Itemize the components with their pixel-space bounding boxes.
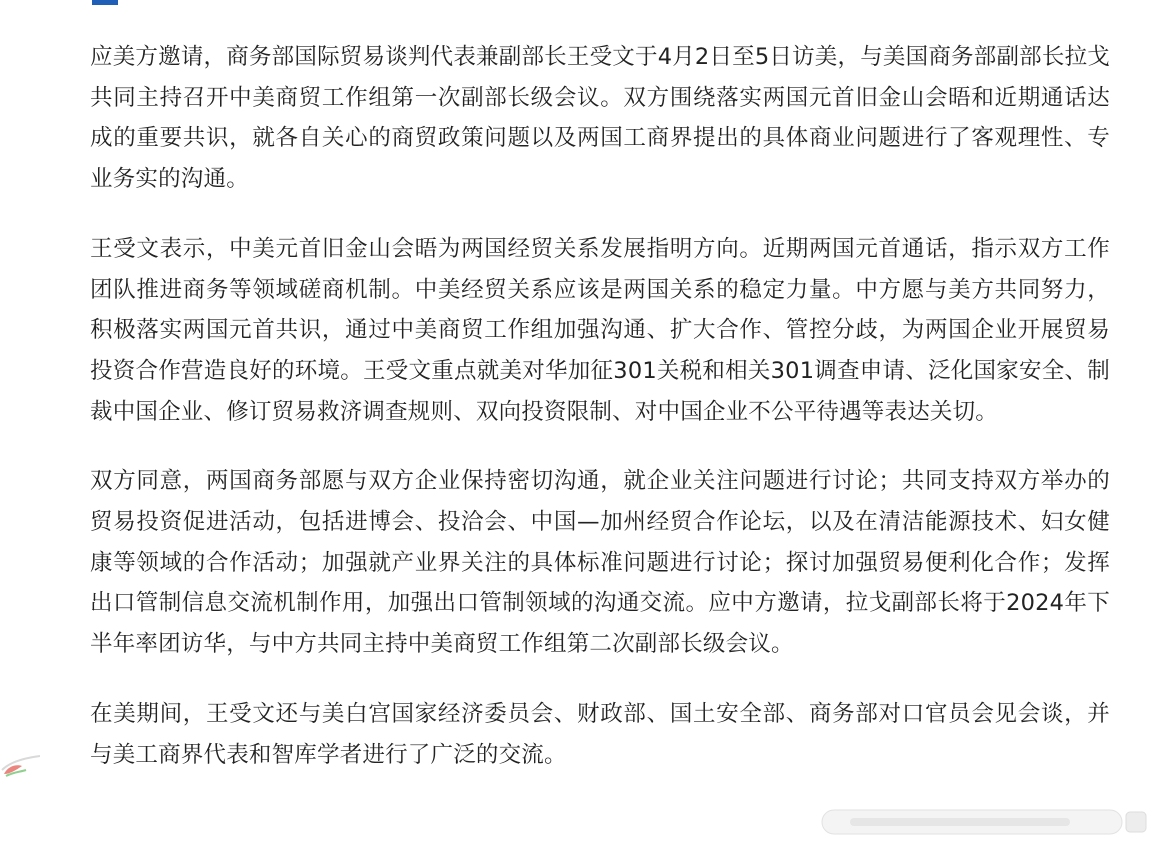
article-paragraph-4: 在美期间，王受文还与美白宫国家经济委员会、财政部、国土安全部、商务部对口官员会见会谈，并与美工商界代表和智库学者进行了广泛的交流。 (90, 700, 1110, 768)
article-body (90, 37, 1110, 804)
header-accent-bar (92, 0, 118, 5)
article-paragraph-2: 王受文表示，中美元首旧金山会晤为两国经贸关系发展指明方向。近期两国元首通话，指示双方工作团队推进商务等领域磋商机制。中美经贸关系应该是两国关系的稳定力量。中方愿与美方共同努力，积极落实两国元首共识，通过中美商贸工作组加强沟通、扩大合作、管控分歧，为两国企业开展贸易投资合作营造良好的环境。王受文重点就美对华加征301关税和相关301调查申请、泛化国家安全、制裁中国企业、修订贸易救济调查规则、双向投资限制、对中国企业不公平待遇等表达关切。 (90, 235, 1110, 425)
decorative-flourish-icon (0, 750, 44, 780)
watermark-icon (820, 806, 1150, 838)
article-paragraph-3: 双方同意，两国商务部愿与双方企业保持密切沟通，就企业关注问题进行讨论；共同支持双方举办的贸易投资促进活动，包括进博会、投洽会、中国—加州经贸合作论坛，以及在清洁能源技术、妇女健康等领域的合作活动；加强就产业界关注的具体标准问题进行讨论；探讨加强贸易便利化合作；发挥出口管制信息交流机制作用，加强出口管制领域的沟通交流。应中方邀请，拉戈副部长将于2024年下半年率团访华，与中方共同主持中美商贸工作组第二次副部长级会议。 (90, 468, 1110, 658)
article-paragraph-1: 应美方邀请，商务部国际贸易谈判代表兼副部长王受文于4月2日至5日访美，与美国商务部副部长拉戈共同主持召开中美商贸工作组第一次副部长级会议。双方围绕落实两国元首旧金山会晤和近期通话达成的重要共识，就各自关心的商贸政策问题以及两国工商界提出的具体商业问题进行了客观理性、专业务实的沟通。 (90, 44, 1110, 193)
